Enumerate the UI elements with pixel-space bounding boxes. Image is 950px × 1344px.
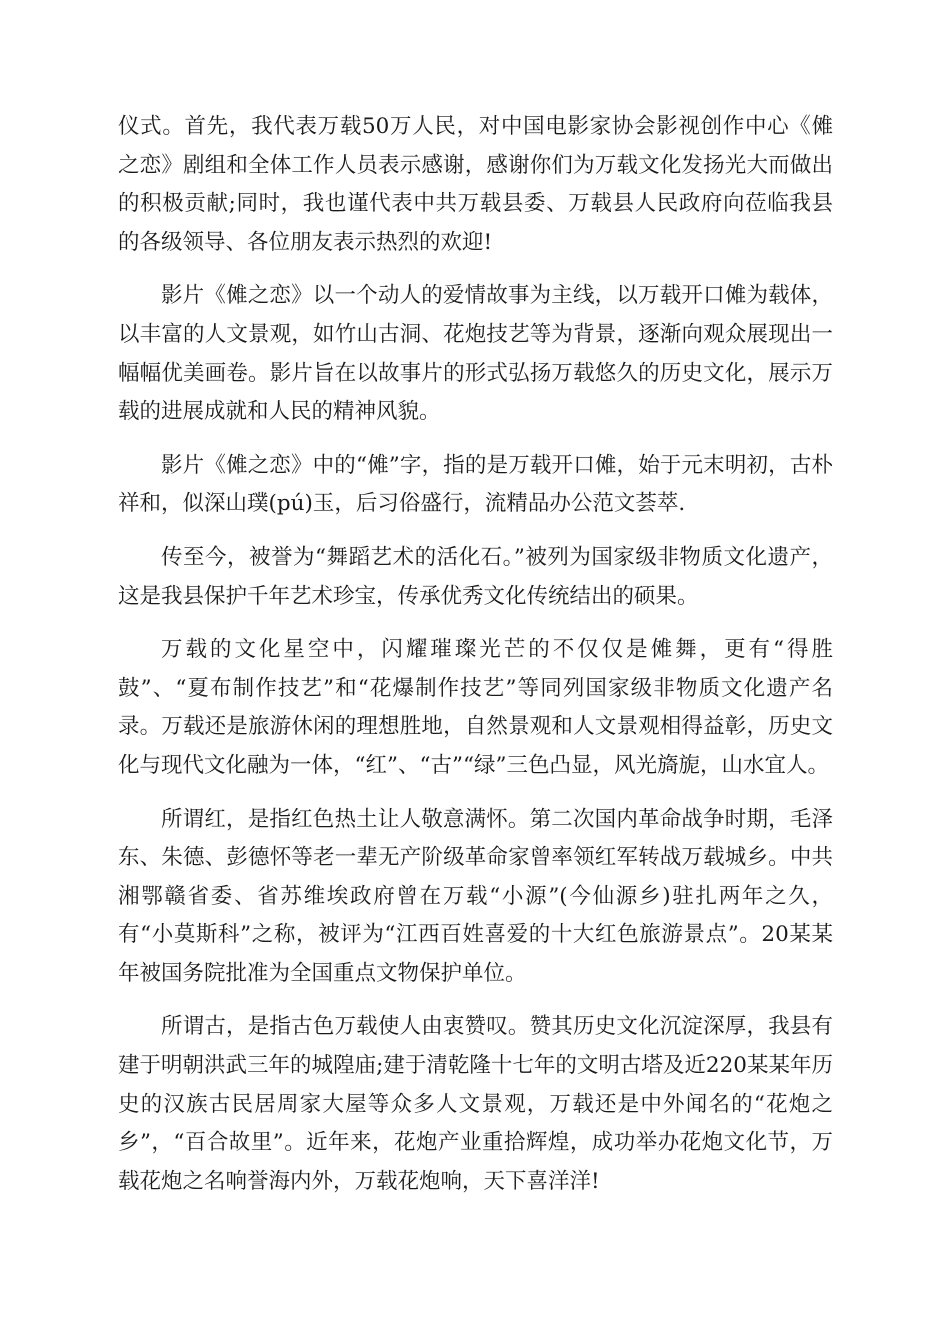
paragraph-opening-thanks: 仪式。首先，我代表万载50万人民，对中国电影家协会影视创作中心《傩之恋》剧组和全体工作人员表示感谢，感谢你们为万载文化发扬光大而做出的积极贡献;同时，我也谨代表中共万载县委、万载县人民政府向莅临我县的各级领导、各位朋友表示热烈的欢迎! <box>118 114 833 255</box>
paragraph-culture-stars: 万载的文化星空中，闪耀璀璨光芒的不仅仅是傩舞，更有“得胜鼓”、“夏布制作技艺”和“花爆制作技艺”等同列国家级非物质文化遗产名录。万载还是旅游休闲的理想胜地，自然景观和人文景观相得益彰，历史文化与现代文化融为一体，“红”、“古”“绿”三色凸显，风光旖旎，山水宜人。 <box>118 637 833 778</box>
paragraph-ancient: 所谓古，是指古色万载使人由衷赞叹。赞其历史文化沉淀深厚，我县有建于明朝洪武三年的城隍庙;建于清乾隆十七年的文明古塔及近220某某年历史的汉族古民居周家大屋等众多人文景观，万载还是中外闻名的“花炮之乡”，“百合故里”。近年来，花炮产业重拾辉煌，成功举办花炮文化节，万载花炮之名响誉海内外，万载花炮响，天下喜洋洋! <box>118 1014 833 1194</box>
paragraph-red: 所谓红，是指红色热土让人敬意满怀。第二次国内革命战争时期，毛泽东、朱德、彭德怀等老一辈无产阶级革命家曾率领红军转战万载城乡。中共湘鄂赣省委、省苏维埃政府曾在万载“小源”(今仙源乡)驻扎两年之久，有“小莫斯科”之称，被评为“江西百姓喜爱的十大红色旅游景点”。20某某年被国务院批准为全国重点文物保护单位。 <box>118 806 833 986</box>
paragraph-film-intro: 影片《傩之恋》以一个动人的爱情故事为主线，以万载开口傩为载体，以丰富的人文景观，如竹山古洞、花炮技艺等为背景，逐渐向观众展现出一幅幅优美画卷。影片旨在以故事片的形式弘扬万载悠久的历史文化，展示万载的进展成就和人民的精神风貌。 <box>118 283 833 425</box>
paragraph-nuo-meaning: 影片《傩之恋》中的“傩”字，指的是万载开口傩，始于元末明初，古朴祥和，似深山璞(pú)玉，后习俗盛行，流精品办公范文荟萃. <box>118 452 833 517</box>
document-body <box>118 108 833 1216</box>
paragraph-heritage: 传至今，被誉为“舞蹈艺术的活化石。”被列为国家级非物质文化遗产，这是我县保护千年艺术珍宝，传承优秀文化传统结出的硕果。 <box>118 544 833 609</box>
